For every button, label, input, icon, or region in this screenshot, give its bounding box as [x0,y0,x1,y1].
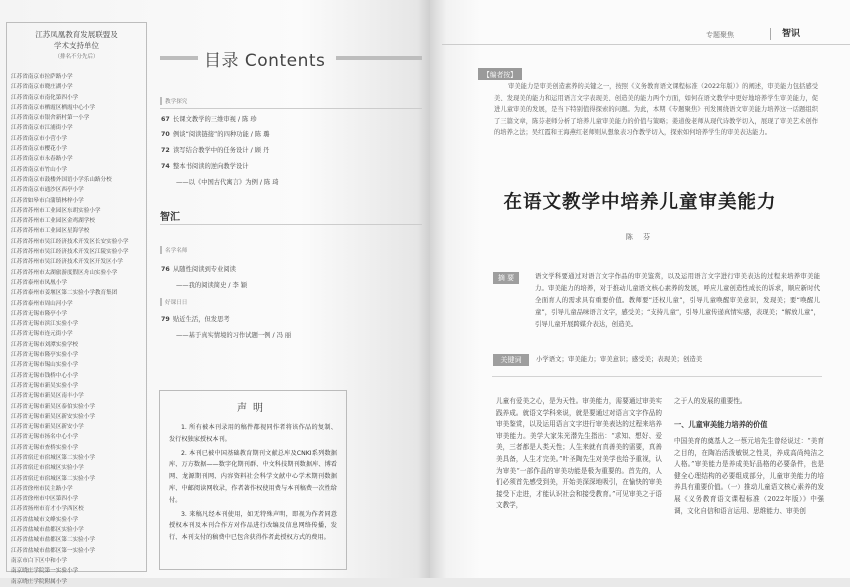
sponsor-list-item: 江苏省南京市竹山小学 [11,166,67,173]
sponsor-list-item: 江苏省苏州市吴江经济技术开发区长安实验小学 [11,238,129,245]
sponsor-list-item: 江苏省宿迁市宿城区第二实验小学 [11,475,95,482]
sponsor-subtitle: （排名不分先后） [54,54,99,60]
sponsor-list-item: 江苏省宿迁市宿城区实验小学 [11,465,84,472]
sponsor-list-item: 江苏省无锡市扬名中心小学 [11,434,79,441]
sponsor-list-item: 江苏省无锡市隆亭小学 [11,310,67,317]
sponsor-list-item: 江苏省泰州市姜堰区第二实验小学教育集团 [11,290,118,297]
sponsor-list-item: 江苏省苏州市工业园区星海学校 [11,228,90,235]
toc-header [160,46,422,70]
sponsor-list-item: 江苏省南京市拉萨路小学 [11,74,73,80]
sponsor-list-item: 江苏省盐城市盐都区实验小学 [11,527,84,534]
toc-entry[interactable]: 72 读写结合教学中的任务设计 / 顾 丹 [161,147,270,154]
sponsor-list-item: 江苏省无锡市查桥实验小学 [11,444,79,451]
editor-note-tag: 【编者按】 [478,68,522,80]
editor-note-text: 审美能力是审美创造素养的关键之一，按照《义务教育语文课程标准（2022年版）》的阐述，审美能力包括感受美、发现美的能力和运用语言文字表现美、创造美的能力两个方面，如何在语文教学中更好地培养学生审美能力，促进儿童审美的发展，是当下特别值得探索的问题。为此，本期《专题聚焦》刊发围绕语文审美能力培养这一话题组织了三篇文章，陈芬老师分析了培养儿童审美能力的价值与策略；姜道俊老师从现代诗教学切入，展现了审美艺术创作的培养之法；吴红霞和王海燕红老师则从想象表习作教学切入，探索如何培养学生的审美表达能力。 [494,83,818,137]
toc-entry-subtitle: ——以《中国古代寓言》为例 / 陈 琦 [176,179,279,186]
statement-paragraph: 1. 所有被本刊录用的稿件都视同作者将该作品的复制、发行权独家授权本刊。 [169,424,337,443]
sponsor-list-item: 江苏省苏州市工业园区东胡实验小学 [11,207,101,214]
toc-bar-right [336,56,422,60]
statement-box [159,390,347,570]
sponsor-list-item: 江苏省盐城市盐都区第一实验小学 [11,547,95,554]
article-author: 陈 芬 [625,233,655,241]
sponsor-list-item: 江苏省泰州市凤凰小学 [11,279,67,286]
body-column-right-top: 之于人的发展的重要性。 [674,397,747,405]
section-rule [160,108,422,109]
sponsor-list-item: 江苏省盐城市文峰实验小学 [11,516,79,523]
sponsor-list-item: 江苏省徐州市民主路小学 [11,485,73,492]
sponsor-list-item: 南京市白下区中和小学 [11,557,67,564]
section-rule [160,224,422,225]
sponsor-list-item: 江苏省无锡市新吴区泰伯实验小学 [11,403,95,410]
keywords-tag: 关键词 [493,354,529,366]
sponsor-list-item: 江苏省南京市小营小学 [11,135,67,142]
sponsor-list-item: 江苏省南京市晓庄湖小学 [11,84,73,91]
sponsor-list-item: 南京晓庄学院第一实验小学 [11,568,79,575]
sponsor-list-item: 江苏省南京市栖霞区栖霞中心小学 [11,104,95,111]
sponsor-list-item: 江苏省扬州市育才小学西区校 [11,506,84,513]
toc-section-label: 好课日日 [160,298,187,306]
sponsor-list-item: 江苏省南京市银舍新村第一小学 [11,115,90,122]
sponsor-list-item: 江苏省徐州市中区第四小学 [11,496,79,503]
body-column-right: 中国美育的奠基人之一蔡元培先生曾经说过：“美育之目的，在陶冶活泼敏锐之性灵，养成高尚纯洁之人格。”审美能力是养成美好品格的必要条件，也是健全心理结构的必要组成部分，儿童审美能力的培养具有重要价值。（一）推动儿童语文核心素养的发展《义务教育语文课程标准（2022年版）》中强调，文化自信和语言运用、思维能力、审美创 [674,437,824,515]
section-heading: 一、儿童审美能力培养的价值 [674,420,768,429]
sponsor-list-item: 江苏省无锡市钱桥中心小学 [11,372,79,379]
body-column-left: 儿童有爱美之心，是为天性。审美能力，需要通过审美实践养成。就语文学科来说，就是要通过对语言文字作品的审美鉴赏，以及运用语言文字进行审美表达的过程来培养审美能力。美学大家朱光潜先生指出：“求知、想好、爱美，三者都是人类天性；人生来就有真善美的需要，真善美具备，人生才完美。”叶圣陶先生对美学也给予重视，认为审美“一部作品的审美功能是极为重要的。首先的，人们必须首先感受到美，开始美深深地吸引，在愉快的审美接受下走进，才能认识社会和接受教育。”可见审美之于语文教学， [496,397,662,510]
toc-entry[interactable]: 67 长课文教学的三维审视 / 陈 珍 [161,116,257,123]
sponsor-list-item: 江苏省南京市通沙区西亭小学 [11,187,84,194]
sponsor-list-item: 江苏省南京市南化第四小学 [11,94,79,101]
sponsor-list-item: 南京晓庄学院附属小学 [11,578,67,585]
statement-paragraph: 2. 本刊已被中国基础教育期刊文献总库及CNKI系列数据库、万方数据——数字化期刊群、中文科技期刊数据库、博看网、龙源期刊网、内容资料社会科学文献中心学术期刊数据库、中邮阅读网收录，作者著作权使用费与本刊稿费一次性给付。 [169,449,337,504]
column-name: 智汇 [160,212,180,223]
sponsor-list-item: 江苏省无锡市新吴区新安小学 [11,424,84,431]
toc-section-label: 名学名师 [160,246,187,254]
sponsor-title: 江苏凤凰教育发展联盟及 学术支持单位 [35,30,118,50]
sponsor-list-item: 江苏省如皋市白蒲镇林梓小学 [11,197,84,204]
article-title: 在语文教学中培养儿童审美能力 [503,192,777,213]
abstract-tag: 摘 要 [493,272,519,284]
running-header-column: 智识 [782,29,801,39]
sponsor-list-item: 江苏省南京市樱花小学 [11,146,67,153]
sponsor-list-item: 江苏省苏州市工业园区金鸡湖学校 [11,218,95,225]
sponsor-list [11,72,142,587]
sponsor-list-item: 江苏省无锡市新吴实验小学 [11,382,79,389]
toc-entry[interactable]: 79 贴近生活，但发思考 [161,316,230,323]
toc-entry-subtitle: ——我的阅读简史 / 李 颖 [176,282,248,289]
toc-entry[interactable]: 76 从随性阅读到专业阅读 [161,266,236,273]
sponsor-list-item: 江苏省无锡市滨江实验小学 [11,321,79,328]
sponsor-list-item: 江苏省南京市鼓楼外国语小学乐山路分校 [11,176,112,183]
toc-bar-left [160,56,198,60]
sponsor-list-item: 江苏省无锡市新吴区新安实验小学 [11,413,95,420]
sponsor-list-item: 江苏省盐城市盐都区第二实验小学 [11,537,95,544]
sponsor-list-item: 江苏省南京市江浦街小学 [11,125,73,132]
sponsor-list-item: 江苏省苏州市吴江经济技术开发区开发区小学 [11,259,123,266]
sponsor-list-item: 江苏省宿迁市宿城区第二实验小学 [11,454,95,461]
sponsor-list-item: 江苏省无锡市隆亭实验小学 [11,352,79,359]
keywords-rule [492,376,822,377]
toc-title: 目录 Contents [204,51,326,71]
statement-title: 声明 [237,403,269,414]
sponsor-list-item: 江苏省苏州市吴江经济技术开发区江陵实验小学 [11,249,129,256]
sponsor-list-item: 江苏省南京市永春路小学 [11,156,73,163]
header-divider [770,28,771,40]
sponsor-list-item: 江苏省泰州市周山河小学 [11,300,73,307]
sponsor-list-item: 江苏省无锡市刘潭实验学校 [11,341,79,348]
toc-entry[interactable]: 74 整本书阅读的逆向教学设计 [161,163,249,170]
sponsor-list-item: 江苏省无锡市新吴区南丰小学 [11,393,84,400]
statement-paragraph: 3. 来稿凡经本刊使用，如无特殊声明，即视为作者同意授权本刊及本刊合作方对作品进行改编及信息网络传播，发行、本刊支付的稿费中已包含获得作者此授权方式的费用。 [169,510,337,542]
sponsor-list-item: 江苏省无锡市连元街小学 [11,331,73,338]
sponsor-list-item: 江苏省无锡市锡山实验小学 [11,362,79,369]
abstract-text: 语文学科要通过对语言文字作品的审美鉴赏，以及运用语言文字进行审美表达的过程来培养审美能力。审美能力的培养，对于推动儿童语文核心素养的发展，呼应儿童创造性成长的诉求，顺应新时代全面育人的需求具有重要价值。教师要“还权儿童”，引导儿童唤醒审美意识，发现美；要“唤醒儿童”，引导儿童品味语言文字，感受美；“支持儿童”，引导儿童传递真情实感，表现美；“解放儿童”，引导儿童开展跨媒介表达，创造美。 [535,272,820,328]
running-header-section: 专题聚焦 [706,31,734,39]
toc-entry[interactable]: 70 例谈“阅读链接”的四种功能 / 陈 璐 [161,131,270,138]
toc-section-label: 教学探究 [160,97,187,105]
sponsor-list-item: 江苏省苏州市太湖旅游度假区舟山实验小学 [11,269,118,276]
toc-entry-subtitle: ——基于真实情境的习作试题一例 / 冯 丽 [176,332,292,339]
keywords-text: 小学语文；审美能力；审美意识；感受美；表现美；创造美 [536,355,703,363]
sponsor-list-box [6,22,147,585]
header-rule [442,44,850,45]
right-page [430,0,850,578]
